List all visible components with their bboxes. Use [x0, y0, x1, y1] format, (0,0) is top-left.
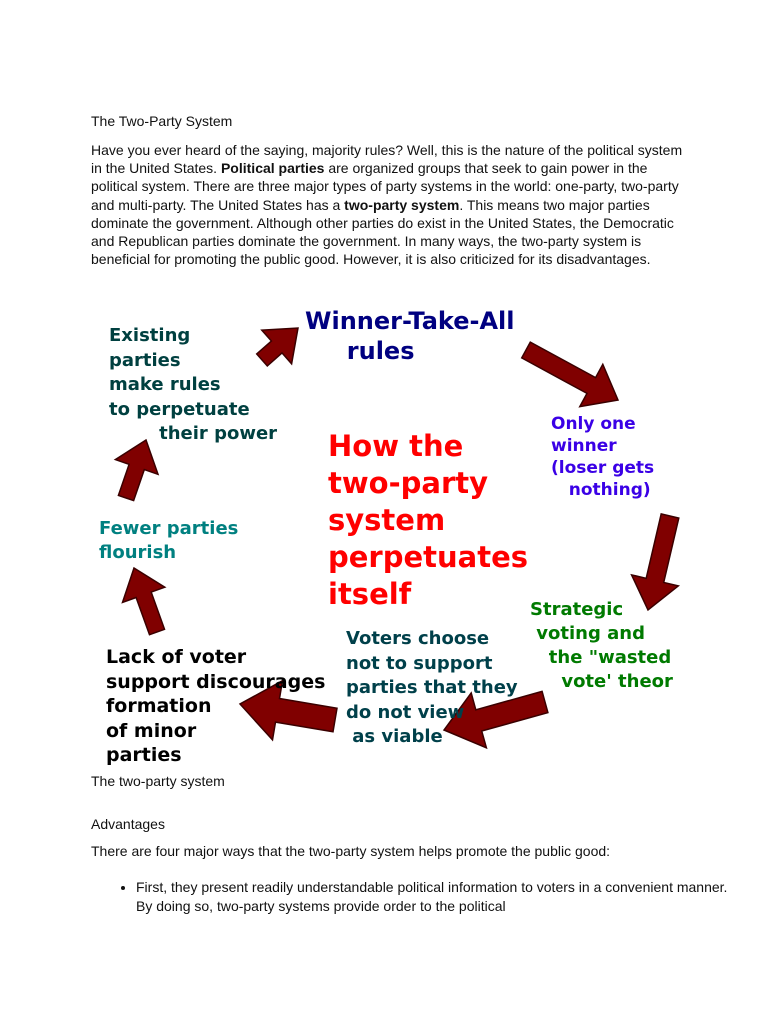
paragraph-run: . This means two major parties dominate the government. Although other parties do exist in the United States, the Democratic and Republican parties dominate the government. In many ways, the two-party system is beneficial for promoting the public good. However, it is also criticized for its disadvantages. — [91, 196, 674, 268]
node-existing-parties: Existing parties make rules to perpetuate their power — [109, 325, 278, 444]
node-fewer-parties: Fewer parties flourish — [99, 518, 239, 563]
arrow-to-one-winner-icon — [522, 342, 618, 407]
cycle-diagram — [0, 300, 768, 770]
node-only-one-winner: Only one winner (loser gets nothing) — [551, 414, 655, 500]
paragraph-run: Have you ever heard of the saying, majority rules? Well, this is the nature of the political system in the United States. — [91, 142, 683, 177]
list-item: • First, they present readily understandable political information to voters in a convenient manner. By doing so, two-party systems provide order to the political — [136, 878, 736, 915]
paragraph-run: are organized groups that seek to gain power in the political system. There are three major types of party systems in the world: one-party, two-party and multi-party. The United States has a — [91, 160, 679, 213]
node-voters-choose: Voters choose not to support parties that they do not view as viable — [346, 628, 518, 747]
diagram-center-title: How the two-party system perpetuates itself — [328, 429, 529, 611]
arrow-to-fewer-icon — [123, 568, 165, 635]
node-winner-take-all: Winner-Take-All rules — [305, 307, 515, 365]
arrow-to-strategic-icon — [632, 514, 679, 610]
arrow-to-existing-icon — [115, 440, 158, 501]
advantages-intro: There are four major ways that the two-party system helps promote the public good: — [91, 843, 611, 859]
document-title: The Two-Party System — [91, 113, 233, 129]
intro-paragraph — [91, 141, 691, 268]
advantages-list — [91, 878, 736, 915]
paragraph-run-bold: Political parties — [220, 160, 325, 177]
node-strategic-voting: Strategic voting and the "wasted vote' theor — [530, 599, 673, 692]
advantages-heading: Advantages — [91, 816, 165, 832]
node-lack-of-support: Lack of voter support discourages formation of minor parties — [106, 646, 326, 766]
paragraph-run-bold: two-party system — [344, 196, 460, 213]
figure-caption: The two-party system — [91, 773, 225, 789]
